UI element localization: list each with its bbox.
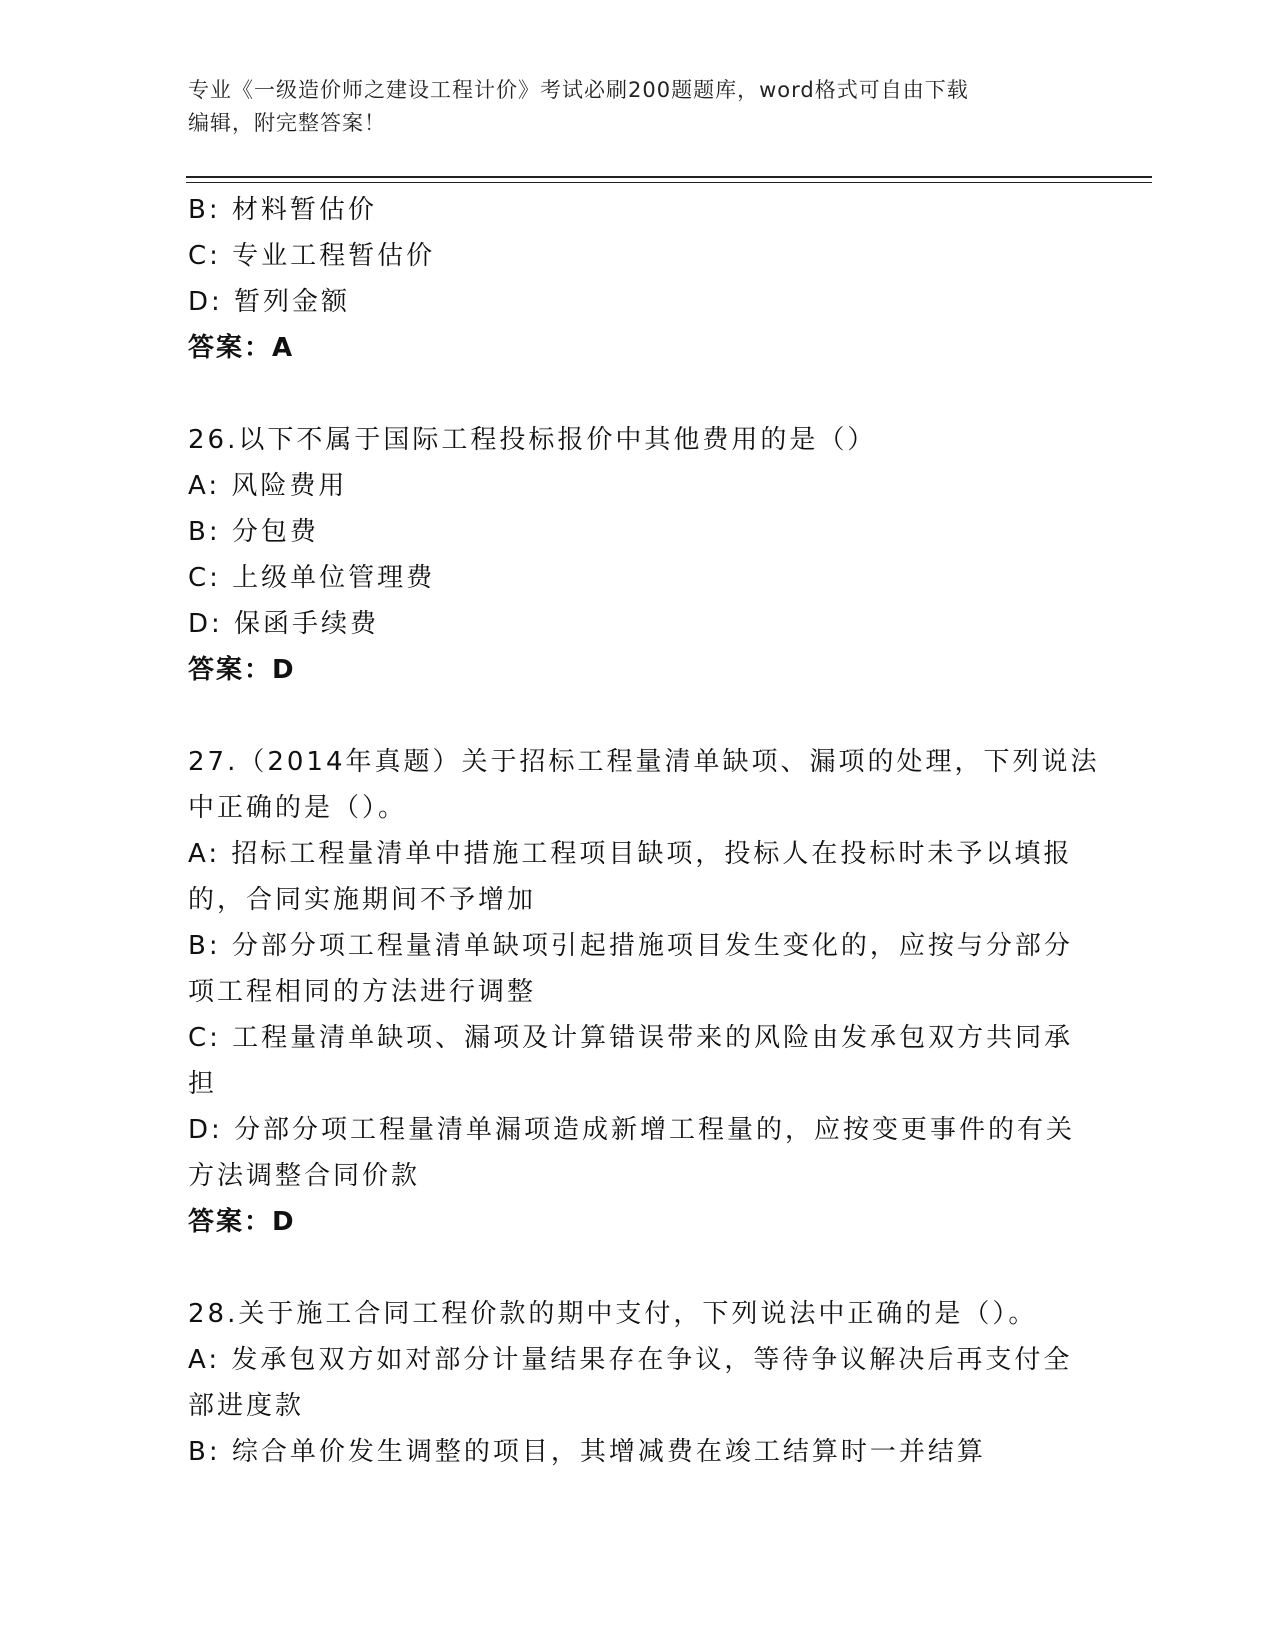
spacer [188,371,1088,417]
question-26 [188,417,1088,693]
q26-answer: 答案：D [188,655,296,685]
q27-question-line-2: 中正确的是（）。 [188,793,408,823]
q26-question: 26.以下不属于国际工程投标报价中其他费用的是（） [188,425,877,455]
q27-answer: 答案：D [188,1207,296,1237]
q27-option-b-line-2: 项工程相同的方法进行调整 [188,977,537,1007]
header-line-2: 编辑，附完整答案！ [188,111,386,135]
q27-option-b-line-1: B: 分部分项工程量清单缺项引起措施项目发生变化的，应按与分部分 [188,931,1073,961]
header-divider-thick [186,176,1152,178]
page-header [188,74,1088,140]
q26-option-c: C: 上级单位管理费 [188,563,436,593]
question-27 [188,739,1100,1245]
q28-option-a-line-1: A: 发承包双方如对部分计量结果存在争议，等待争议解决后再支付全 [188,1345,1073,1375]
q28-option-b: B: 综合单价发生调整的项目，其增减费在竣工结算时一并结算 [188,1437,986,1467]
q27-option-c-line-1: C: 工程量清单缺项、漏项及计算错误带来的风险由发承包双方共同承 [188,1023,1074,1053]
q27-option-d-line-2: 方法调整合同价款 [188,1161,421,1191]
q26-option-a: A: 风险费用 [188,471,348,501]
q26-option-b: B: 分包费 [188,517,319,547]
q28-option-a-line-2: 部进度款 [188,1391,305,1421]
q26-option-d: D: 保函手续费 [188,609,380,639]
header-divider-thin [186,182,1152,183]
spacer [188,693,1088,739]
q25-option-d: D: 暂列金额 [188,287,351,317]
q28-question: 28.关于施工合同工程价款的期中支付，下列说法中正确的是（）。 [188,1299,1038,1329]
spacer [188,1245,1088,1291]
header-line-1: 专业《一级造价师之建设工程计价》考试必刷200题题库，word格式可自由下载 [188,78,969,102]
question-content [188,187,1100,1475]
q27-option-d-line-1: D: 分部分项工程量清单漏项造成新增工程量的，应按变更事件的有关 [188,1115,1076,1145]
q27-option-c-line-2: 担 [188,1069,218,1099]
q25-answer: 答案：A [188,333,295,363]
q25-option-b: B: 材料暂估价 [188,195,377,225]
q27-question-line-1: 27.（2014年真题）关于招标工程量清单缺项、漏项的处理，下列说法 [188,747,1100,777]
q25-option-c: C: 专业工程暂估价 [188,241,436,271]
question-28 [188,1291,1088,1475]
q27-option-a-line-1: A: 招标工程量清单中措施工程项目缺项，投标人在投标时未予以填报 [188,839,1073,869]
question-25-tail [188,187,1088,371]
q27-option-a-line-2: 的，合同实施期间不予增加 [188,885,537,915]
